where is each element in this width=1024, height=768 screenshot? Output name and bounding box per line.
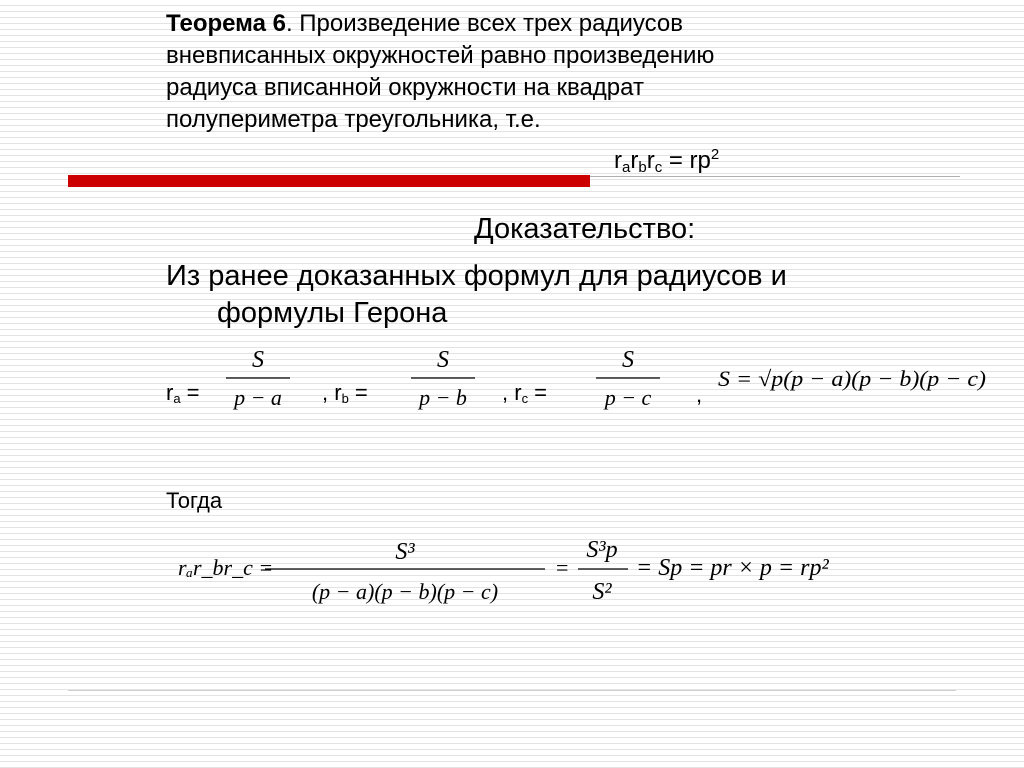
frac2-numerator: S³p bbox=[586, 537, 618, 563]
rc-numerator: S bbox=[622, 347, 634, 373]
ra-numerator: S bbox=[252, 347, 264, 373]
theorem-label: Теорема 6 bbox=[166, 10, 286, 37]
title-divider bbox=[590, 176, 960, 177]
ra-denominator: p − a bbox=[234, 385, 282, 410]
proof-intro bbox=[166, 258, 787, 332]
final-lhs: rₐr_br_c = bbox=[178, 555, 274, 580]
theorem-text: . Произведение всех трех радиусов вневписанных окружностей равно произведению радиуса вписанной окружности на квадрат полупериметра треугольника, т.е. bbox=[166, 10, 715, 133]
heron-formula bbox=[712, 352, 992, 402]
theorem-statement bbox=[166, 8, 966, 136]
accent-bar bbox=[68, 175, 590, 187]
rb-numerator: S bbox=[437, 347, 449, 373]
final-rest: = Sp = pr × p = rp² bbox=[636, 555, 829, 581]
equals-sign: = bbox=[556, 555, 569, 580]
footer-divider bbox=[68, 690, 956, 691]
ra-label: $r_a$ = bbox=[166, 380, 200, 406]
final-formula bbox=[170, 525, 890, 615]
rc-fraction bbox=[590, 345, 670, 415]
frac1-denominator: (p − a)(p − b)(p − c) bbox=[311, 579, 499, 604]
rc-label: , $r_c$ = bbox=[502, 380, 548, 406]
heron-text: S = √p(p − a)(p − b)(p − c) bbox=[718, 366, 986, 391]
heron-separator: , bbox=[696, 382, 703, 407]
rb-label: , $r_b$ = bbox=[322, 380, 368, 406]
rb-denominator: p − b bbox=[419, 385, 467, 410]
ra-fraction bbox=[220, 345, 300, 415]
rc-denominator: p − c bbox=[604, 385, 652, 410]
theorem-formula: $r_ar_br_c = rp^2$ bbox=[614, 146, 720, 176]
proof-intro-line1: Из ранее доказанных формул для радиусов и bbox=[166, 260, 787, 292]
frac2-denominator: S² bbox=[592, 579, 612, 605]
rb-fraction bbox=[405, 345, 485, 415]
proof-intro-line2: формулы Герона bbox=[217, 297, 448, 329]
then-label: Тогда bbox=[166, 488, 223, 513]
proof-title: Доказательство: bbox=[474, 213, 696, 245]
frac1-numerator: S³ bbox=[395, 539, 415, 565]
